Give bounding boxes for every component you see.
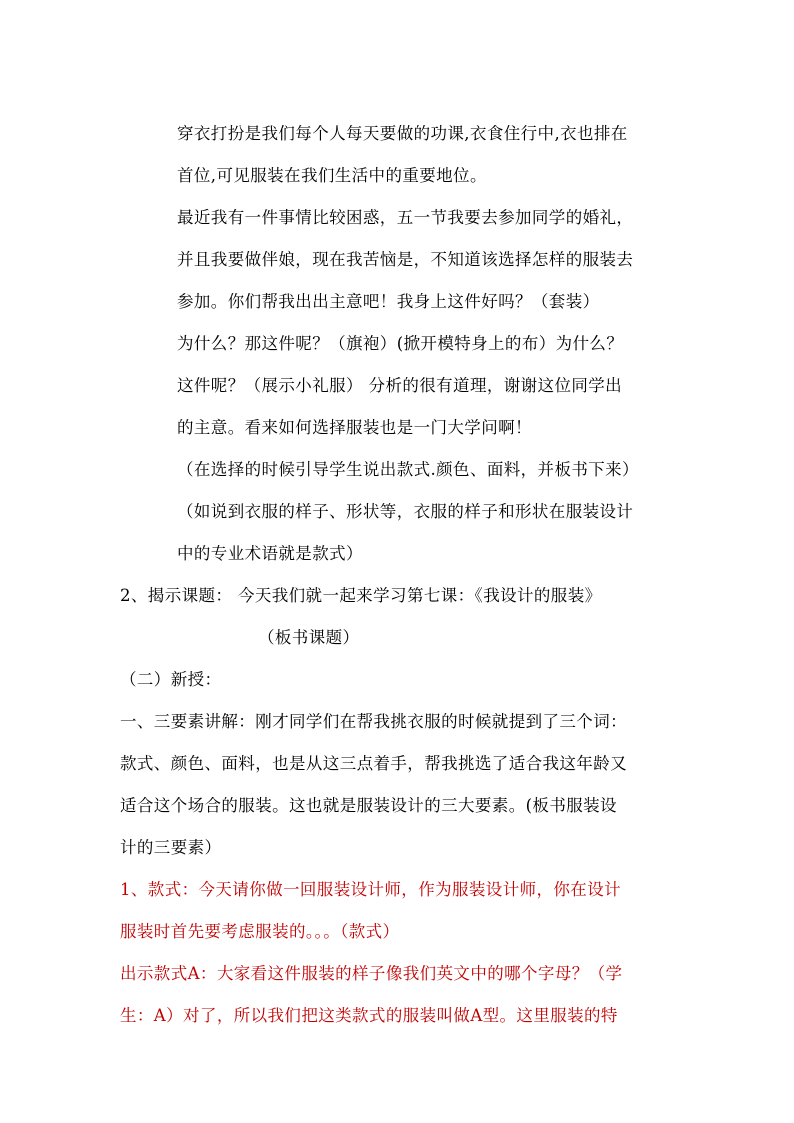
section-heading-topic: 2、揭示课题： 今天我们就一起来学习第七课：《我设计的服装》 (120, 585, 602, 605)
text-line: 款式、颜色、面料，也是从这三点着手，帮我挑选了适合我这年龄又 (120, 753, 627, 773)
text-line: 这件呢？（展示小礼服） 分析的很有道理，谢谢这位同学出 (177, 375, 623, 395)
text-line: 一、三要素讲解：刚才同学们在帮我挑衣服的时候就提到了三个词： (120, 711, 627, 731)
highlighted-line: 生：A）对了，所以我们把这类款式的服装叫做A型。这里服装的特 (120, 1005, 618, 1025)
text-line: 最近我有一件事情比较困惑，五一节我要去参加同学的婚礼， (177, 207, 634, 227)
text-line: （如说到衣服的样子、形状等，衣服的样子和形状在服装设计 (177, 501, 634, 521)
text-line: 的主意。看来如何选择服装也是一门大学问啊！ (177, 417, 532, 437)
highlighted-line: 出示款式A：大家看这件服装的样子像我们英文中的哪个字母？（学 (120, 963, 623, 983)
text-line: （板书课题） (258, 627, 360, 647)
text-line: 参加。你们帮我出出主意吧！我身上这件好吗？（套装） (177, 291, 600, 311)
text-line: 计的三要素） (120, 837, 222, 857)
section-heading-new: （二）新授： (120, 669, 222, 689)
text-line: （在选择的时候引导学生说出款式.颜色、面料，并板书下来） (177, 459, 639, 479)
text-line: 并且我要做伴娘，现在我苦恼是，不知道该选择怎样的服装去 (177, 249, 634, 269)
highlighted-line: 服装时首先要考虑服装的。。。（款式） (120, 921, 400, 941)
text-line: 为什么？那这件呢？（旗袍）(掀开模特身上的布）为什么？ (177, 333, 624, 353)
text-line: 适合这个场合的服装。这也就是服装设计的三大要素。(板书服装设 (120, 795, 617, 815)
text-line: 中的专业术语就是款式） (177, 543, 363, 563)
highlighted-line: 1、款式：今天请你做一回服装设计师，作为服装设计师，你在设计 (120, 879, 621, 899)
text-line: 首位,可见服装在我们生活中的重要地位。 (177, 165, 487, 185)
text-line: 穿衣打扮是我们每个人每天要做的功课,衣食住行中,衣也排在 (177, 123, 628, 143)
